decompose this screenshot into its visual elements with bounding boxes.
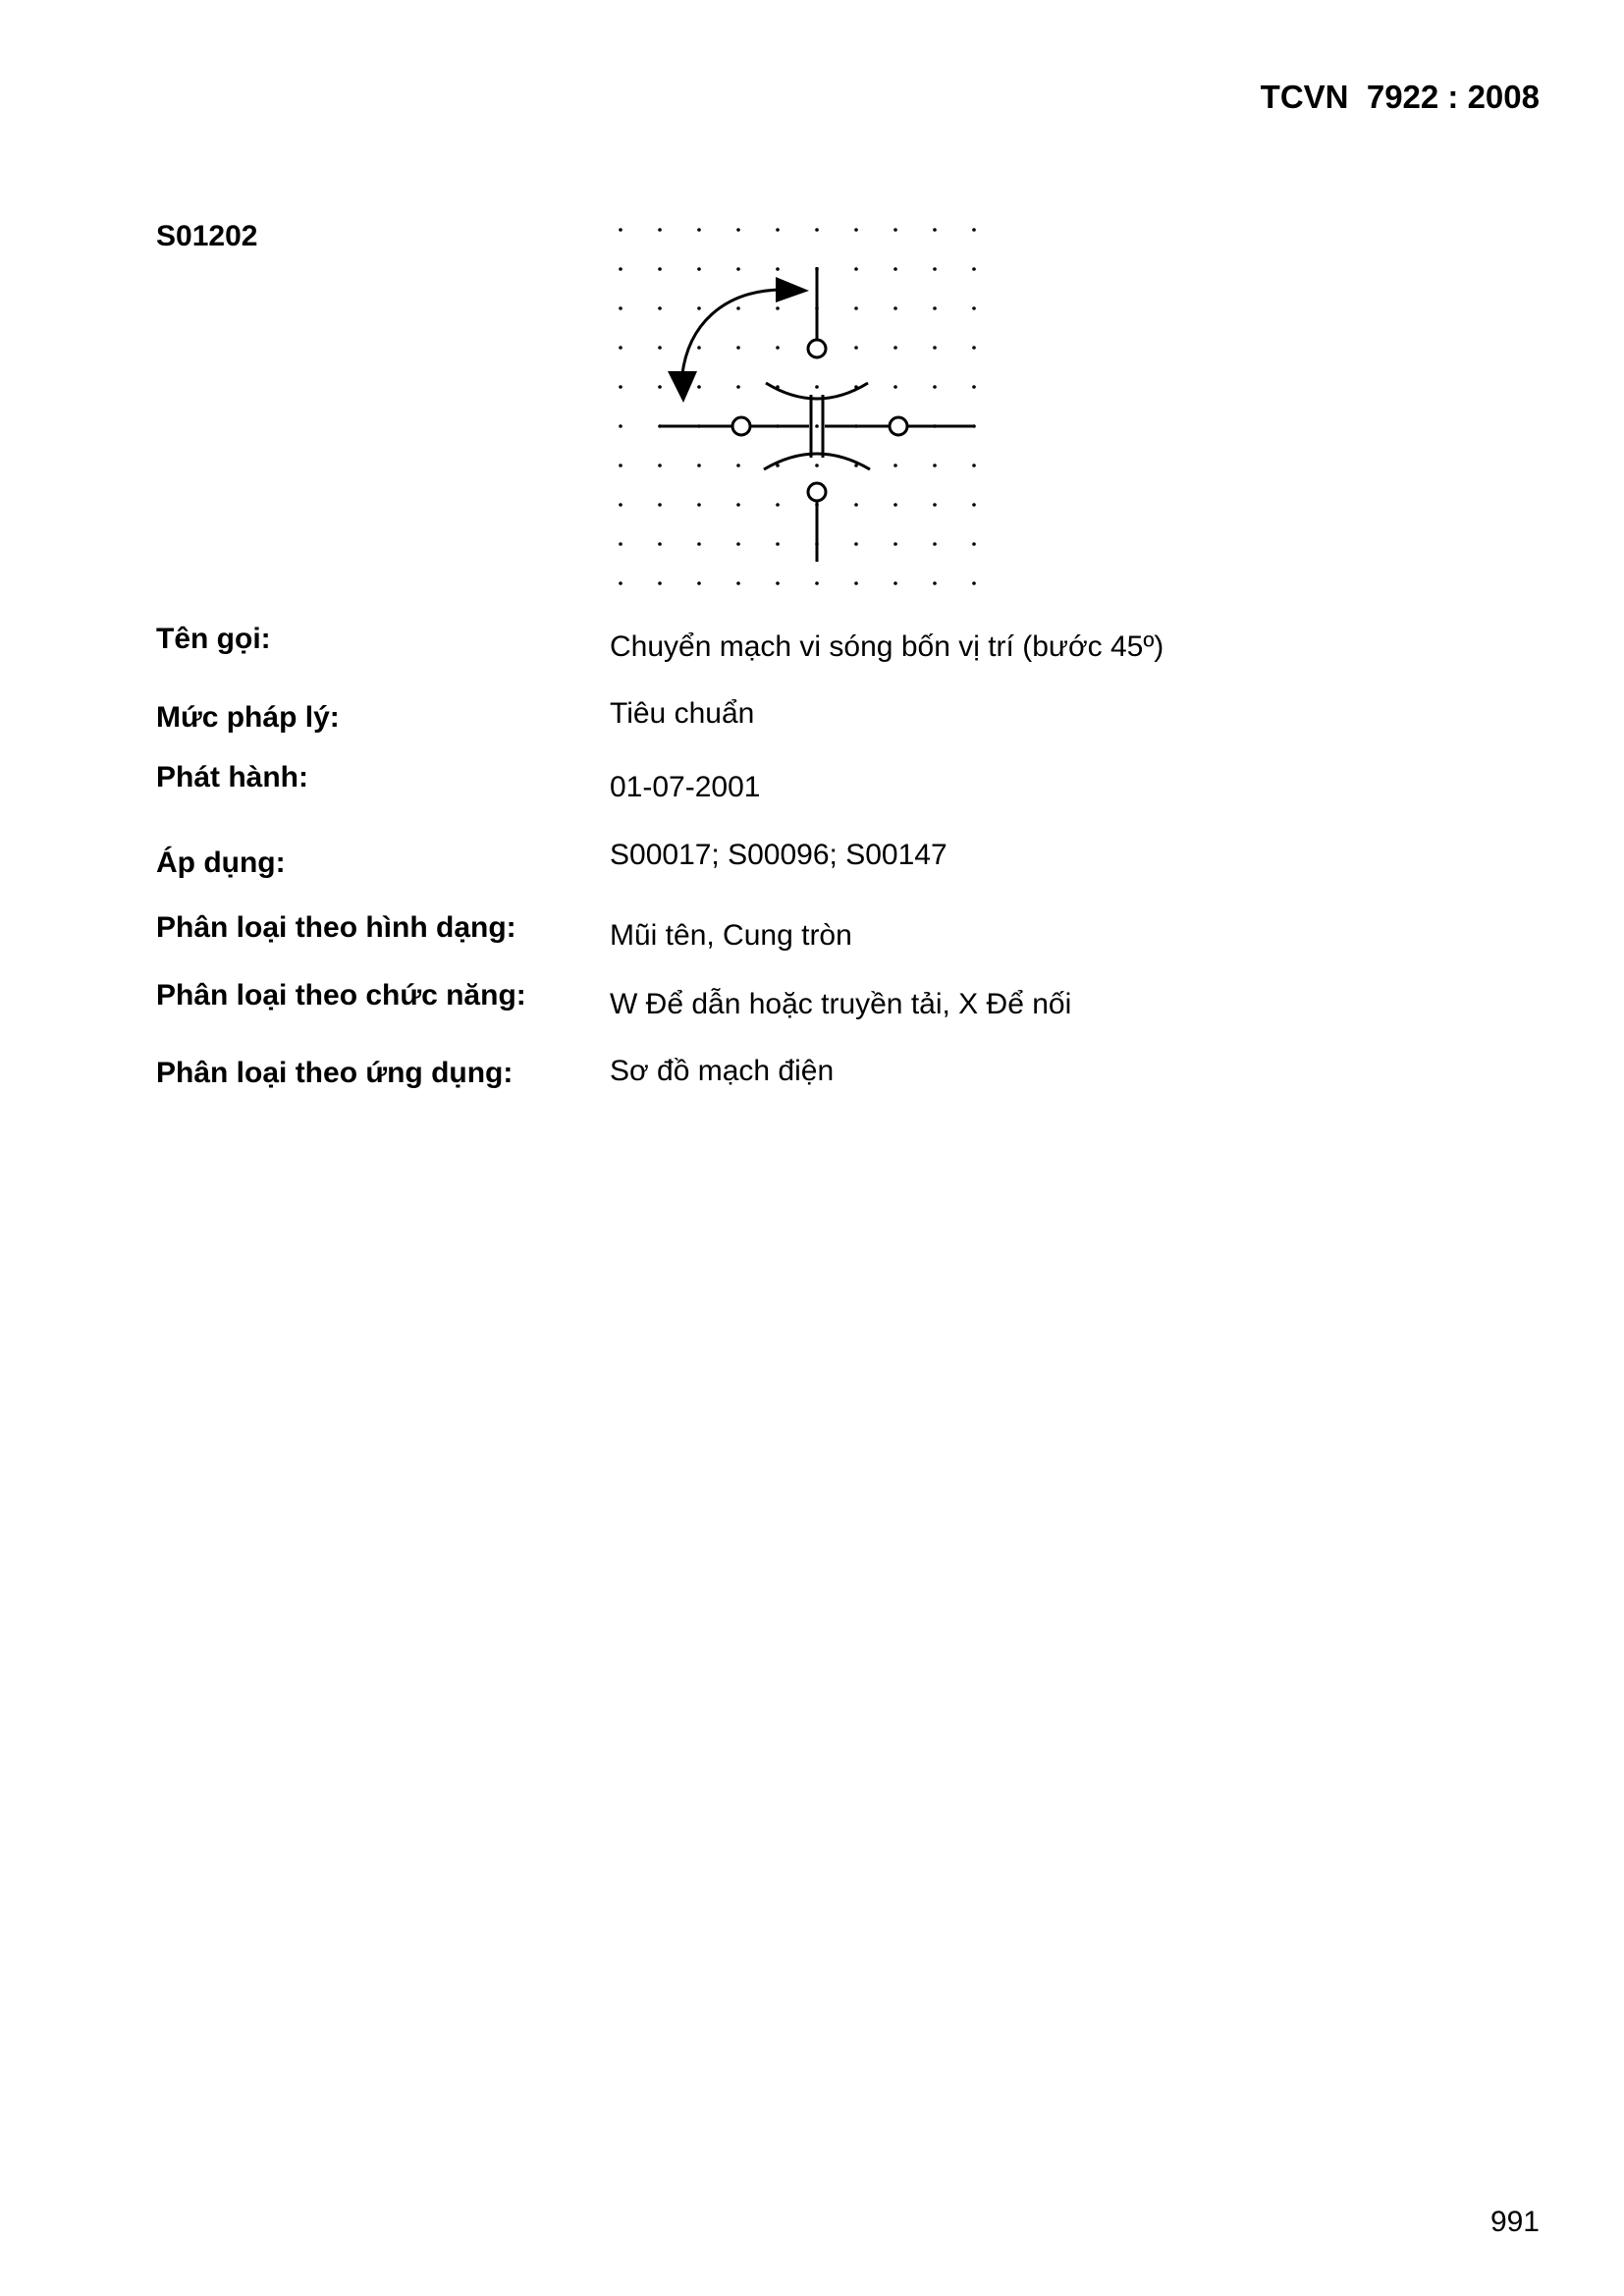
- grid-dot: [815, 228, 819, 232]
- grid-dot: [736, 385, 740, 389]
- grid-dot: [933, 306, 937, 310]
- grid-dot: [697, 267, 701, 271]
- grid-dot: [972, 306, 976, 310]
- grid-dot: [697, 464, 701, 467]
- grid-dot: [776, 228, 780, 232]
- left-terminal-circle: [732, 417, 750, 435]
- grid-dot: [815, 424, 819, 428]
- grid-dot: [697, 306, 701, 310]
- grid-dot: [854, 346, 858, 350]
- field-label-applies: Áp dụng:: [156, 847, 286, 879]
- grid-dot: [776, 581, 780, 585]
- grid-dot: [619, 346, 623, 350]
- grid-dot: [619, 542, 623, 546]
- grid-dot: [736, 267, 740, 271]
- grid-dot: [736, 581, 740, 585]
- grid-dot: [893, 306, 897, 310]
- field-value-shape-class: Mũi tên, Cung tròn: [610, 919, 852, 952]
- grid-dot: [972, 464, 976, 467]
- grid-dot: [619, 464, 623, 467]
- grid-dot: [933, 346, 937, 350]
- grid-dot: [697, 385, 701, 389]
- grid-dot: [972, 346, 976, 350]
- grid-dot: [619, 385, 623, 389]
- grid-dot: [619, 424, 623, 428]
- grid-dot: [893, 228, 897, 232]
- grid-dot: [776, 267, 780, 271]
- grid-dot: [933, 542, 937, 546]
- grid-dot: [658, 346, 662, 350]
- grid-dot: [697, 542, 701, 546]
- grid-dot: [972, 267, 976, 271]
- grid-dot: [933, 464, 937, 467]
- grid-dot: [736, 306, 740, 310]
- grid-dot: [619, 306, 623, 310]
- grid-dot: [854, 306, 858, 310]
- page-number: 991: [1489, 2206, 1540, 2238]
- grid-dot: [933, 267, 937, 271]
- switch-drawing: [660, 267, 974, 562]
- grid-dot: [658, 267, 662, 271]
- grid-dot: [619, 228, 623, 232]
- grid-dot: [697, 581, 701, 585]
- grid-dot: [736, 503, 740, 507]
- grid-dot: [736, 464, 740, 467]
- grid-dot: [854, 542, 858, 546]
- bottom-terminal-circle: [808, 483, 826, 501]
- grid-dot: [972, 503, 976, 507]
- grid-dot: [776, 306, 780, 310]
- grid-dot: [658, 542, 662, 546]
- grid-dot: [776, 346, 780, 350]
- grid-dot: [893, 581, 897, 585]
- grid-dot: [619, 267, 623, 271]
- grid-dot: [697, 346, 701, 350]
- grid-dot: [893, 385, 897, 389]
- field-label-function-class: Phân loại theo chức năng:: [156, 979, 526, 1011]
- grid-dot: [933, 503, 937, 507]
- field-label-legal-level: Mức pháp lý:: [156, 701, 340, 734]
- rotation-arc: [681, 290, 784, 383]
- field-value-application-class: Sơ đồ mạch điện: [610, 1055, 835, 1087]
- grid-dot: [972, 385, 976, 389]
- field-value-issued: 01-07-2001: [610, 771, 761, 803]
- field-label-issued: Phát hành:: [156, 761, 308, 793]
- grid-dot: [854, 581, 858, 585]
- grid-dot: [854, 267, 858, 271]
- grid-dot: [854, 503, 858, 507]
- grid-dot: [972, 228, 976, 232]
- dot-grid: [619, 228, 976, 585]
- grid-dot: [933, 385, 937, 389]
- grid-dot: [619, 581, 623, 585]
- grid-dot: [893, 346, 897, 350]
- symbol-figure: [607, 216, 1019, 599]
- field-label-shape-class: Phân loại theo hình dạng:: [156, 911, 516, 944]
- field-value-function-class: W Để dẫn hoặc truyền tải, X Để nối: [610, 988, 1072, 1020]
- symbol-code: S01202: [156, 220, 258, 252]
- microwave-switch-symbol-icon: [607, 216, 1019, 599]
- field-value-applies: S00017; S00096; S00147: [610, 839, 947, 871]
- grid-dot: [893, 267, 897, 271]
- grid-dot: [972, 581, 976, 585]
- arrow-head-down-icon: [668, 371, 697, 403]
- grid-dot: [697, 228, 701, 232]
- grid-dot: [658, 306, 662, 310]
- arrow-head-right-icon: [776, 277, 809, 302]
- grid-dot: [736, 346, 740, 350]
- grid-dot: [933, 228, 937, 232]
- grid-dot: [815, 464, 819, 467]
- grid-dot: [854, 228, 858, 232]
- field-value-name: Chuyển mạch vi sóng bốn vị trí (bước 45º): [610, 630, 1164, 663]
- grid-dot: [736, 542, 740, 546]
- grid-dot: [658, 385, 662, 389]
- grid-dot: [815, 581, 819, 585]
- grid-dot: [619, 503, 623, 507]
- grid-dot: [893, 542, 897, 546]
- grid-dot: [815, 385, 819, 389]
- right-terminal-circle: [890, 417, 907, 435]
- grid-dot: [658, 464, 662, 467]
- grid-dot: [972, 542, 976, 546]
- field-label-application-class: Phân loại theo ứng dụng:: [156, 1057, 514, 1089]
- grid-dot: [933, 581, 937, 585]
- grid-dot: [658, 228, 662, 232]
- top-terminal-circle: [808, 340, 826, 357]
- grid-dot: [736, 228, 740, 232]
- grid-dot: [658, 581, 662, 585]
- field-label-name: Tên gọi:: [156, 623, 271, 655]
- grid-dot: [697, 503, 701, 507]
- grid-dot: [776, 503, 780, 507]
- grid-dot: [658, 503, 662, 507]
- standard-header: TCVN 7922 : 2008: [1260, 79, 1540, 115]
- grid-dot: [893, 464, 897, 467]
- grid-dot: [776, 542, 780, 546]
- field-value-legal-level: Tiêu chuẩn: [610, 697, 755, 730]
- grid-dot: [893, 503, 897, 507]
